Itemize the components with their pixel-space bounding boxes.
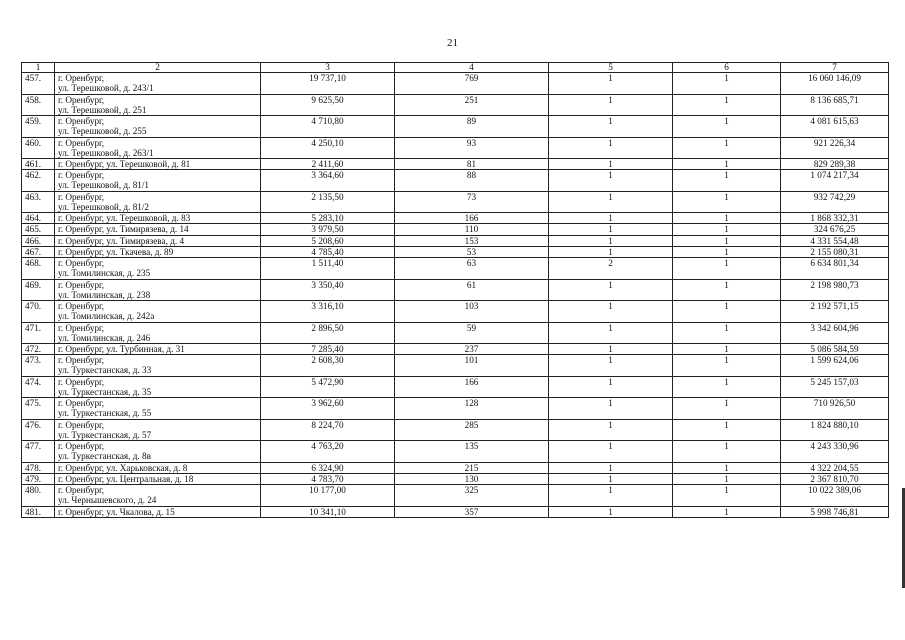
value-6-cell: 1 — [673, 301, 781, 323]
table-row — [22, 485, 889, 507]
table-row — [22, 506, 889, 517]
area-cell: 5 472,90 — [261, 376, 395, 398]
table-row — [22, 279, 889, 301]
area-cell: 2 608,30 — [261, 355, 395, 377]
address-cell: г. Оренбург, ул. Терешковой, д. 255 — [55, 116, 261, 138]
value-5-cell: 1 — [549, 441, 673, 463]
amount-cell: 324 676,25 — [781, 224, 889, 235]
value-6-cell: 1 — [673, 116, 781, 138]
address-cell: г. Оренбург, ул. Чернышевского, д. 24 — [55, 485, 261, 507]
address-cell: г. Оренбург, ул. Терешковой, д. 243/1 — [55, 73, 261, 95]
area-cell: 3 962,60 — [261, 398, 395, 420]
count-cell: 166 — [395, 376, 549, 398]
table-row — [22, 159, 889, 170]
area-cell: 3 350,40 — [261, 279, 395, 301]
value-5-cell: 1 — [549, 191, 673, 213]
address-cell: г. Оренбург, ул. Томилинская, д. 246 — [55, 322, 261, 344]
count-cell: 237 — [395, 344, 549, 355]
count-cell: 130 — [395, 473, 549, 484]
value-5-cell: 1 — [549, 213, 673, 224]
value-6-cell: 1 — [673, 159, 781, 170]
row-number: 477. — [22, 441, 55, 463]
address-cell: г. Оренбург, ул. Центральная, д. 18 — [55, 473, 261, 484]
amount-cell: 2 155 080,31 — [781, 246, 889, 257]
row-number: 472. — [22, 344, 55, 355]
column-header-6: 6 — [673, 63, 781, 73]
amount-cell: 5 086 584,59 — [781, 344, 889, 355]
row-number: 470. — [22, 301, 55, 323]
area-cell: 6 324,90 — [261, 462, 395, 473]
amount-cell: 2 367 810,70 — [781, 473, 889, 484]
value-5-cell: 1 — [549, 137, 673, 159]
table-row — [22, 301, 889, 323]
amount-cell: 2 192 571,15 — [781, 301, 889, 323]
value-6-cell: 1 — [673, 258, 781, 280]
column-header-3: 3 — [261, 63, 395, 73]
amount-cell: 6 634 801,34 — [781, 258, 889, 280]
value-5-cell: 1 — [549, 279, 673, 301]
table-row — [22, 462, 889, 473]
table-row — [22, 398, 889, 420]
table-row — [22, 376, 889, 398]
count-cell: 103 — [395, 301, 549, 323]
table-row — [22, 235, 889, 246]
value-5-cell: 1 — [549, 398, 673, 420]
area-cell: 2 896,50 — [261, 322, 395, 344]
row-number: 460. — [22, 137, 55, 159]
value-6-cell: 1 — [673, 441, 781, 463]
count-cell: 215 — [395, 462, 549, 473]
address-cell: г. Оренбург, ул. Туркестанская, д. 35 — [55, 376, 261, 398]
table-row — [22, 473, 889, 484]
value-5-cell: 1 — [549, 419, 673, 441]
value-5-cell: 1 — [549, 485, 673, 507]
row-number: 480. — [22, 485, 55, 507]
value-6-cell: 1 — [673, 344, 781, 355]
value-5-cell: 1 — [549, 355, 673, 377]
amount-cell: 8 136 685,71 — [781, 94, 889, 116]
area-cell: 3 316,10 — [261, 301, 395, 323]
amount-cell: 4 322 204,55 — [781, 462, 889, 473]
row-number: 457. — [22, 73, 55, 95]
column-header-2: 2 — [55, 63, 261, 73]
amount-cell: 4 243 330,96 — [781, 441, 889, 463]
address-cell: г. Оренбург, ул. Тимирязева, д. 4 — [55, 235, 261, 246]
value-6-cell: 1 — [673, 462, 781, 473]
column-header-1: 1 — [22, 63, 55, 73]
row-number: 473. — [22, 355, 55, 377]
value-5-cell: 1 — [549, 224, 673, 235]
row-number: 476. — [22, 419, 55, 441]
header-row — [22, 63, 889, 73]
column-header-7: 7 — [781, 63, 889, 73]
value-6-cell: 1 — [673, 419, 781, 441]
row-number: 461. — [22, 159, 55, 170]
value-5-cell: 1 — [549, 506, 673, 517]
area-cell: 4 785,40 — [261, 246, 395, 257]
value-6-cell: 1 — [673, 322, 781, 344]
table-row — [22, 137, 889, 159]
area-cell: 4 710,80 — [261, 116, 395, 138]
count-cell: 53 — [395, 246, 549, 257]
row-number: 459. — [22, 116, 55, 138]
area-cell: 5 208,60 — [261, 235, 395, 246]
value-5-cell: 1 — [549, 94, 673, 116]
row-number: 464. — [22, 213, 55, 224]
value-6-cell: 1 — [673, 191, 781, 213]
value-6-cell: 1 — [673, 170, 781, 192]
row-number: 475. — [22, 398, 55, 420]
value-6-cell: 1 — [673, 506, 781, 517]
address-cell: г. Оренбург, ул. Турбинная, д. 31 — [55, 344, 261, 355]
count-cell: 89 — [395, 116, 549, 138]
value-5-cell: 1 — [549, 376, 673, 398]
column-header-5: 5 — [549, 63, 673, 73]
amount-cell: 5 998 746,81 — [781, 506, 889, 517]
count-cell: 61 — [395, 279, 549, 301]
value-6-cell: 1 — [673, 279, 781, 301]
table-row — [22, 258, 889, 280]
row-number: 466. — [22, 235, 55, 246]
value-5-cell: 1 — [549, 246, 673, 257]
count-cell: 251 — [395, 94, 549, 116]
count-cell: 285 — [395, 419, 549, 441]
address-cell: г. Оренбург, ул. Терешковой, д. 251 — [55, 94, 261, 116]
value-5-cell: 1 — [549, 462, 673, 473]
value-5-cell: 1 — [549, 116, 673, 138]
address-cell: г. Оренбург, ул. Туркестанская, д. 8в — [55, 441, 261, 463]
count-cell: 153 — [395, 235, 549, 246]
amount-cell: 10 022 389,06 — [781, 485, 889, 507]
row-number: 469. — [22, 279, 55, 301]
row-number: 462. — [22, 170, 55, 192]
count-cell: 110 — [395, 224, 549, 235]
value-5-cell: 1 — [549, 159, 673, 170]
row-number: 463. — [22, 191, 55, 213]
address-cell: г. Оренбург, ул. Терешковой, д. 83 — [55, 213, 261, 224]
amount-cell: 1 868 332,31 — [781, 213, 889, 224]
row-number: 471. — [22, 322, 55, 344]
amount-cell: 921 226,34 — [781, 137, 889, 159]
area-cell: 3 979,50 — [261, 224, 395, 235]
column-header-4: 4 — [395, 63, 549, 73]
amount-cell: 3 342 604,96 — [781, 322, 889, 344]
address-cell: г. Оренбург, ул. Томилинская, д. 242а — [55, 301, 261, 323]
value-5-cell: 1 — [549, 473, 673, 484]
amount-cell: 829 289,38 — [781, 159, 889, 170]
address-cell: г. Оренбург, ул. Терешковой, д. 81 — [55, 159, 261, 170]
table-row — [22, 419, 889, 441]
area-cell: 5 283,10 — [261, 213, 395, 224]
address-cell: г. Оренбург, ул. Терешковой, д. 81/1 — [55, 170, 261, 192]
area-cell: 4 250,10 — [261, 137, 395, 159]
area-cell: 4 763,20 — [261, 441, 395, 463]
count-cell: 325 — [395, 485, 549, 507]
page-number: 21 — [447, 37, 458, 49]
amount-cell: 1 074 217,34 — [781, 170, 889, 192]
area-cell: 8 224,70 — [261, 419, 395, 441]
amount-cell: 2 198 980,73 — [781, 279, 889, 301]
count-cell: 769 — [395, 73, 549, 95]
address-cell: г. Оренбург, ул. Терешковой, д. 81/2 — [55, 191, 261, 213]
value-6-cell: 1 — [673, 246, 781, 257]
table-row — [22, 441, 889, 463]
amount-cell: 710 926,50 — [781, 398, 889, 420]
row-number: 474. — [22, 376, 55, 398]
count-cell: 59 — [395, 322, 549, 344]
table-row — [22, 116, 889, 138]
count-cell: 135 — [395, 441, 549, 463]
value-5-cell: 1 — [549, 73, 673, 95]
area-cell: 2 411,60 — [261, 159, 395, 170]
value-5-cell: 1 — [549, 301, 673, 323]
row-number: 465. — [22, 224, 55, 235]
count-cell: 166 — [395, 213, 549, 224]
value-6-cell: 1 — [673, 224, 781, 235]
area-cell: 4 783,70 — [261, 473, 395, 484]
value-5-cell: 1 — [549, 322, 673, 344]
value-6-cell: 1 — [673, 235, 781, 246]
table-row — [22, 344, 889, 355]
address-cell: г. Оренбург, ул. Томилинская, д. 235 — [55, 258, 261, 280]
table-row — [22, 355, 889, 377]
value-5-cell: 2 — [549, 258, 673, 280]
count-cell: 101 — [395, 355, 549, 377]
table-row — [22, 224, 889, 235]
value-6-cell: 1 — [673, 355, 781, 377]
table-row — [22, 94, 889, 116]
address-cell: г. Оренбург, ул. Туркестанская, д. 55 — [55, 398, 261, 420]
amount-cell: 1 599 624,06 — [781, 355, 889, 377]
amount-cell: 16 060 146,09 — [781, 73, 889, 95]
area-cell: 19 737,10 — [261, 73, 395, 95]
address-cell: г. Оренбург, ул. Харьковская, д. 8 — [55, 462, 261, 473]
value-5-cell: 1 — [549, 235, 673, 246]
count-cell: 128 — [395, 398, 549, 420]
address-cell: г. Оренбург, ул. Туркестанская, д. 57 — [55, 419, 261, 441]
area-cell: 7 285,40 — [261, 344, 395, 355]
value-5-cell: 1 — [549, 344, 673, 355]
address-cell: г. Оренбург, ул. Чкалова, д. 15 — [55, 506, 261, 517]
table-row — [22, 73, 889, 95]
area-cell: 10 341,10 — [261, 506, 395, 517]
amount-cell: 4 081 615,63 — [781, 116, 889, 138]
row-number: 467. — [22, 246, 55, 257]
value-6-cell: 1 — [673, 376, 781, 398]
amount-cell: 5 245 157,03 — [781, 376, 889, 398]
amount-cell: 1 824 880,10 — [781, 419, 889, 441]
area-cell: 10 177,00 — [261, 485, 395, 507]
row-number: 468. — [22, 258, 55, 280]
count-cell: 73 — [395, 191, 549, 213]
row-number: 479. — [22, 473, 55, 484]
value-6-cell: 1 — [673, 398, 781, 420]
value-5-cell: 1 — [549, 170, 673, 192]
area-cell: 1 511,40 — [261, 258, 395, 280]
address-cell: г. Оренбург, ул. Терешковой, д. 263/1 — [55, 137, 261, 159]
area-cell: 2 135,50 — [261, 191, 395, 213]
count-cell: 357 — [395, 506, 549, 517]
address-cell: г. Оренбург, ул. Туркестанская, д. 33 — [55, 355, 261, 377]
table-row — [22, 246, 889, 257]
value-6-cell: 1 — [673, 94, 781, 116]
table-row — [22, 322, 889, 344]
area-cell: 3 364,60 — [261, 170, 395, 192]
table-row — [22, 191, 889, 213]
amount-cell: 932 742,29 — [781, 191, 889, 213]
table-row — [22, 170, 889, 192]
area-cell: 9 625,50 — [261, 94, 395, 116]
value-6-cell: 1 — [673, 137, 781, 159]
row-number: 478. — [22, 462, 55, 473]
count-cell: 88 — [395, 170, 549, 192]
value-6-cell: 1 — [673, 73, 781, 95]
count-cell: 81 — [395, 159, 549, 170]
row-number: 481. — [22, 506, 55, 517]
value-6-cell: 1 — [673, 485, 781, 507]
table-row — [22, 213, 889, 224]
count-cell: 63 — [395, 258, 549, 280]
amount-cell: 4 331 554,48 — [781, 235, 889, 246]
row-number: 458. — [22, 94, 55, 116]
address-cell: г. Оренбург, ул. Тимирязева, д. 14 — [55, 224, 261, 235]
value-6-cell: 1 — [673, 473, 781, 484]
address-cell: г. Оренбург, ул. Томилинская, д. 238 — [55, 279, 261, 301]
value-6-cell: 1 — [673, 213, 781, 224]
count-cell: 93 — [395, 137, 549, 159]
address-cell: г. Оренбург, ул. Ткачева, д. 89 — [55, 246, 261, 257]
housing-register-table — [21, 62, 889, 518]
